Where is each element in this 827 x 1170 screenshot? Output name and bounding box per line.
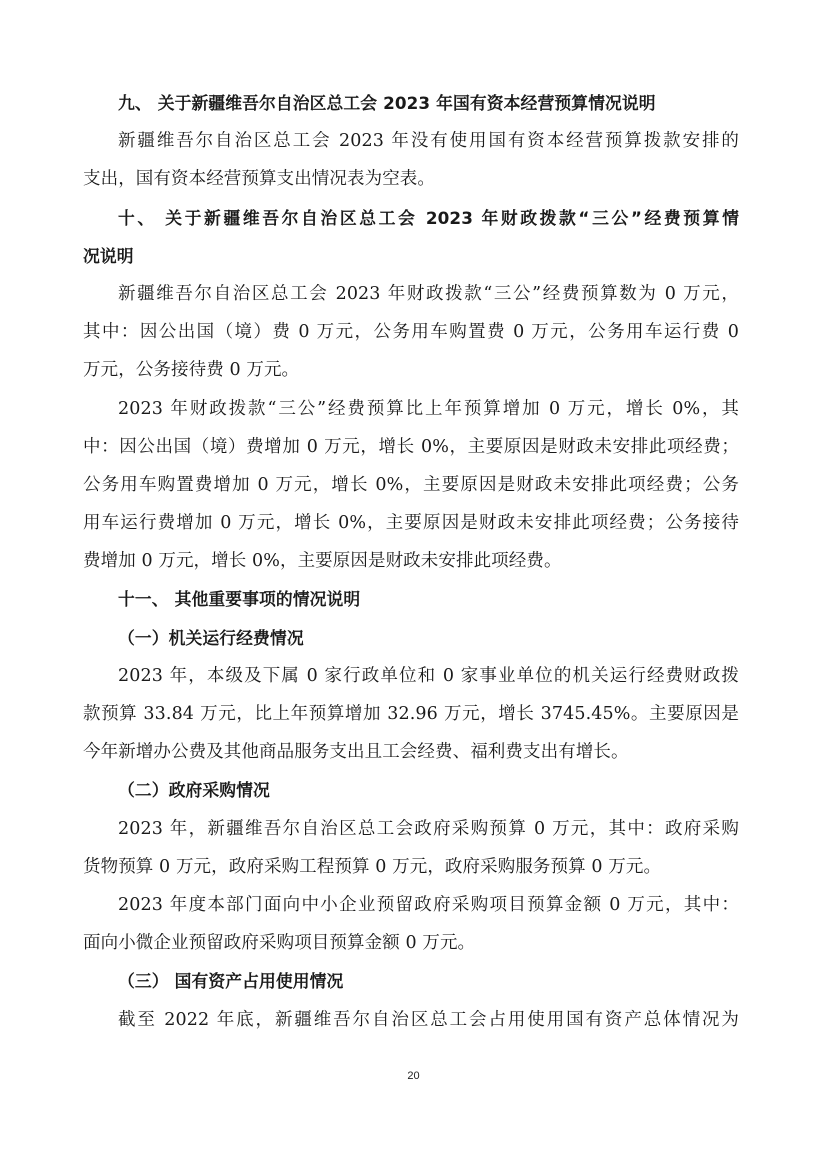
paragraph-line: 万元，公务接待费 0 万元。 [83, 360, 300, 381]
paragraph-line: 新疆维吾尔自治区总工会 2023 年没有使用国有资本经营预算拨款安排的 [118, 131, 739, 152]
paragraph-line: 面向小微企业预留政府采购项目预算金额 0 万元。 [83, 933, 476, 954]
section-heading-line: 九、 关于新疆维吾尔自治区总工会 2023 年国有资本经营预算情况说明 [118, 93, 656, 113]
section-heading-line: 况说明 [83, 245, 134, 266]
paragraph-line: 今年新增办公费及其他商品服务支出且工会经费、福利费支出有增长。 [83, 742, 629, 763]
paragraph-line: 其中：因公出国（境）费 0 万元，公务用车购置费 0 万元，公务用车运行费 0 [83, 322, 739, 343]
paragraph-line: 款预算 33.84 万元，比上年预算增加 32.96 万元，增长 3745.45%。主要原因是 [83, 704, 739, 724]
paragraph-line: 2023 年，新疆维吾尔自治区总工会政府采购预算 0 万元，其中：政府采购 [118, 818, 739, 839]
paragraph-line: 支出，国有资本经营预算支出情况表为空表。 [83, 169, 435, 190]
paragraph-line: 公务用车购置费增加 0 万元，增长 0%，主要原因是财政未安排此项经费；公务 [83, 474, 739, 495]
paragraph-line: 新疆维吾尔自治区总工会 2023 年财政拨款“三公”经费预算数为 0 万元， [118, 283, 739, 304]
paragraph-line: 货物预算 0 万元，政府采购工程预算 0 万元，政府采购服务预算 0 万元。 [83, 856, 662, 877]
paragraph-line: 用车运行费增加 0 万元，增长 0%，主要原因是财政未安排此项经费；公务接待 [83, 513, 739, 534]
paragraph-line: 截至 2022 年底，新疆维吾尔自治区总工会占用使用国有资产总体情况为 [118, 1009, 739, 1030]
paragraph-line: 费增加 0 万元，增长 0%，主要原因是财政未安排此项经费。 [83, 551, 562, 572]
page-number: 20 [407, 1070, 420, 1082]
paragraph-line: 2023 年财政拨款“三公”经费预算比上年预算增加 0 万元，增长 0%，其 [118, 398, 739, 419]
paragraph-line: 2023 年，本级及下属 0 家行政单位和 0 家事业单位的机关运行经费财政拨 [118, 665, 739, 686]
paragraph-line: 2023 年度本部门面向中小企业预留政府采购项目预算金额 0 万元，其中： [118, 894, 739, 915]
section-heading-line: （三） 国有资产占用使用情况 [118, 971, 344, 992]
section-heading-line: （二）政府采购情况 [118, 780, 270, 801]
paragraph-line: 中：因公出国（境）费增加 0 万元，增长 0%，主要原因是财政未安排此项经费； [83, 436, 739, 457]
section-heading-line: 十一、 其他重要事项的情况说明 [118, 589, 361, 610]
section-heading-line: 十、 关于新疆维吾尔自治区总工会 2023 年财政拨款“三公”经费预算情 [118, 207, 739, 228]
section-heading-line: （一）机关运行经费情况 [118, 627, 304, 648]
document-body [83, 84, 739, 1039]
